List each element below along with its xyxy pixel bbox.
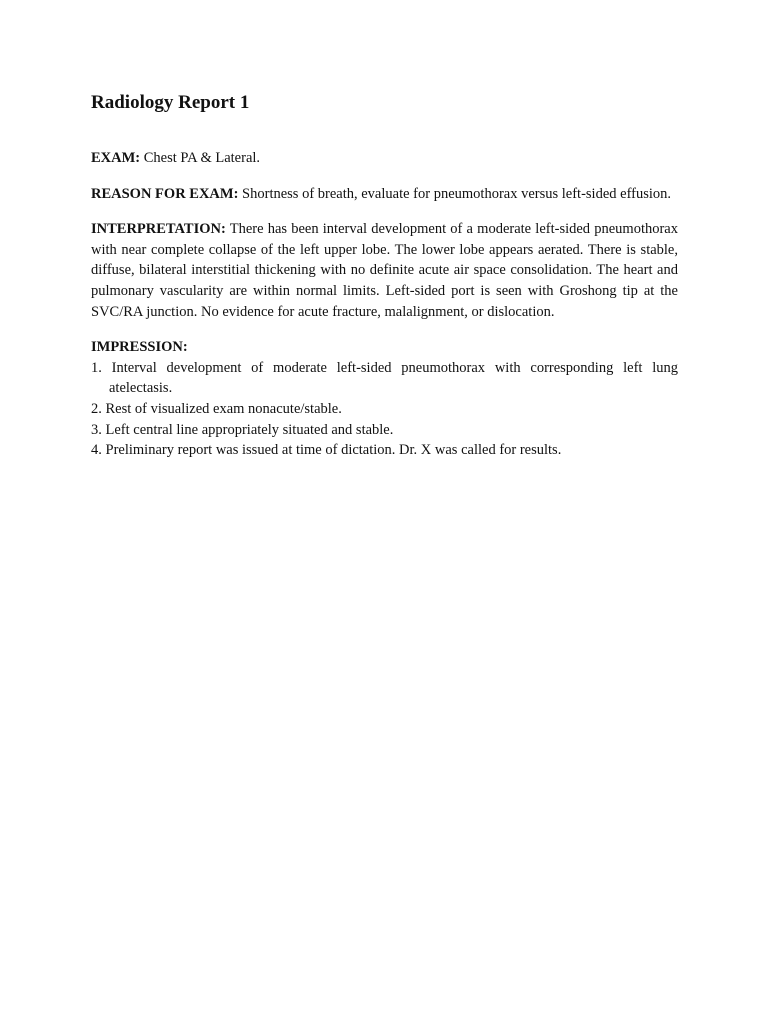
impression-item-number: 2. [91,400,102,417]
impression-item-text: Left central line appropriately situated and stable. [101,421,394,438]
interpretation-label: INTERPRETATION: [91,221,226,238]
impression-item [91,399,678,420]
report-title: Radiology Report 1 [91,92,250,113]
impression-item [91,440,678,461]
impression-item-text: Rest of visualized exam nonacute/stable. [101,400,342,417]
exam-text: Chest PA & Lateral. [140,150,261,166]
interpretation-section [91,219,678,322]
report-page [91,90,678,461]
impression-item-number: 3. [91,421,102,438]
exam-section [91,148,678,169]
reason-section [91,184,678,205]
impression-label: IMPRESSION: [91,339,188,356]
impression-list [91,358,678,461]
impression-item [91,420,678,441]
exam-label: EXAM: [91,150,141,166]
impression-item-text: Preliminary report was issued at time of dictation. Dr. X was called for results. [101,442,562,459]
reason-text: Shortness of breath, evaluate for pneumothorax versus left-sided effusion. [238,185,672,202]
impression-item [91,358,678,399]
impression-item-number: 1. [91,359,102,376]
impression-item-text: Interval development of moderate left-sided pneumothorax with corresponding left lung atelectasis. [101,359,678,397]
reason-label: REASON FOR EXAM: [91,185,239,202]
interpretation-text: There has been interval development of a moderate left-sided pneumothorax with near complete collapse of the left upper lobe. The lower lobe appears aerated. There is stable, diffuse, bilateral interstitial thickening with no definite acute air space consolidation. The heart and pulmonary vascularity are within normal limits. Left-sided port is seen with Groshong tip at the SVC/RA junction. No evidence for acute fracture, malalignment, or dislocation. [91,221,678,320]
impression-item-number: 4. [91,442,102,459]
